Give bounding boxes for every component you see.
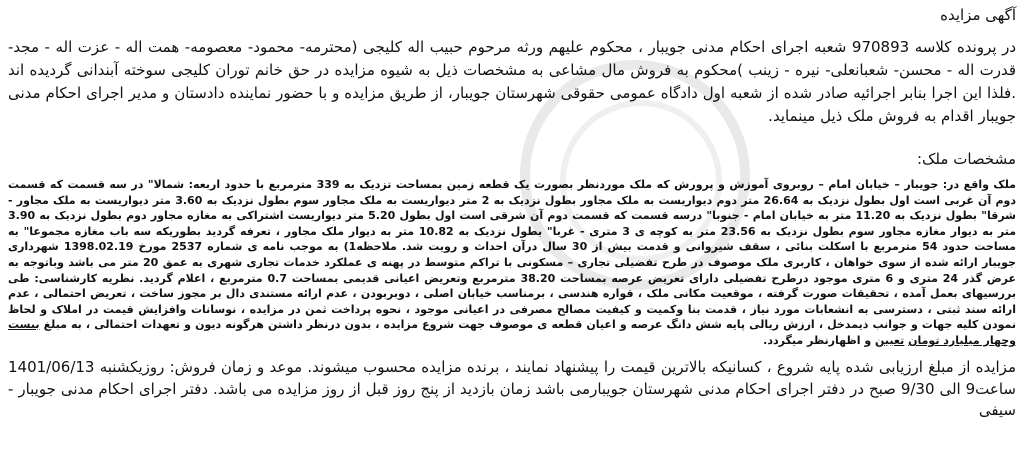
- property-specs-heading: مشخصات ملک:: [916, 150, 1016, 168]
- specs-text: ملک واقع در: جویبار – خیابان امام – روبروی آموزش و پرورش که ملک موردنظر بصورت یک قطعه زمین بمساحت تزدیک به 339 مترمربع با حدود اربعه: شمالا" در سه قسمت که قسمت دوم آن غربی است اول بطول نزدیک به 26.64 متر دوم دیواریست به ملک مجاور بطول نزدیک به 2 متر دیواریست به ملک مجاور سوم بطول نزدیک به 3.60 متر دیواریست به ملک مجاور - شرقا" بطول نزدیک به 11.20 متر به خیابان امام - جنوبا" درسه قسمت که قسمت دوم آن شرقی است اول بطول 5.20 متر دیواریست اشتراکی به مغازه مجاور دوم بطول نزدیک به 3.90 متر به دیوار مغازه مجاور سوم بطول نزدیک به 23.56 متر به کوچه ی 3 متری - غربا" بطول نزدیک به 10.82 متر به دیوار ملک مجاور ، تعرفه گردید بطوریکه سه باب مغازه مجموعا" به مساحت حدود 54 مترمربع با اسکلت بنائی ، سقف شیروانی و قدمت بیش از 30 سال درآن احداث و رویت شد. ملاحظه1) به موجب نامه ی شماره 2537 مورخ 1398.02.19 شهرداری جویبار ارائه شده از سوی خواهان ، کاربری ملک موصوف در طرح تفضیلی تجاری – مسکونی با تراکم متوسط در پهنه ی عملکرد خدمات تجاری شهری به عمق 20 متر می باشد وباتوجه به عرض گذر 24 متری و 6 متری موجود درطرح تفضیلی دارای تعریض عرصه بمساحت 38.20 مترمربع وتعریض اعیانی قدیمی بمساحت 0.7 مترمربع ، اعلام گردید. نظریه کارشناسی: طی بررسیهای بعمل آمده ، تحقیقات صورت گرفته ، موقعیت مکانی ملک ، قواره هندسی ، برمناسب خیابان اصلی ، دوبربودن ، عدم ارائه مستندی دال بر مجوز ساخت ، تعریض احتمالی ، عدم ارائه سند ثبتی ، دسترسی به انشعابات مورد نیاز ، قدمت بنا وکمیت و کیفیت مصالح مصرفی در اعیانی موجود ، نحوه پرداخت ثمن در مزایده ، نوسانات وافزایش قیمت در املاک و لحاظ نمودن کلیه جهات و جوانب ذیمدخل ، ارزش ریالی پایه شش دانگ عرصه و اعیان قطعه ی موصوف جهت شروع مزایده ، بدون درنظر داشتن هرگونه دیون و تعهدات احتمالی ، به مبلغ: [8, 178, 1017, 332]
- closing-paragraph: مزایده از مبلغ ارزیابی شده پایه شروع ، کسانیکه بالاترین قیمت را پیشنهاد نمایند ، برنده مزایده محسوب میشوند. موعد و زمان فروش: روزیکشنبه 1401/06/13 ساعت9 الی 9/30 صبح در دفتر اجرای احکام مدنی شهرستان جویبارمی باشد زمان بازدید از پنج روز قبل از روز مزایده می باشد. دفتر اجرای احکام مدنی جویبار - سیفی: [8, 358, 1016, 419]
- notice-title: آگهی مزایده: [940, 6, 1016, 24]
- specs-tail: و اظهارنظر میگردد.: [763, 333, 876, 347]
- specs-determined: تعیین: [875, 333, 905, 347]
- property-specs-paragraph: [8, 177, 1016, 349]
- specs-amount: بیست وچهار میلیارد تومان: [8, 318, 1016, 347]
- intro-paragraph: در پرونده کلاسه 970893 شعبه اجرای احکام مدنی جویبار ، محکوم علیهم ورثه مرحوم حبیب اله کلیجی (محترمه- محمود- معصومه- همت اله - عزت اله - مجد- قدرت اله - محسن- شعبانعلی- نیره - زینب )محکوم به فروش مال مشاعی به مشخصات ذیل به شیوه مزایده در حق خانم توران کلیجی سوخته آبندانی گردیده اند .فلذا این اجرا بنابر اجرائیه صادر شده از شعبه اول دادگاه عمومی حقوقی شهرستان جویبار، از طریق مزایده و با حضور نماینده دادستان و مدیر اجرای احکام مدنی جویبار اقدام به فروش ملک ذیل مینماید.: [8, 38, 1017, 125]
